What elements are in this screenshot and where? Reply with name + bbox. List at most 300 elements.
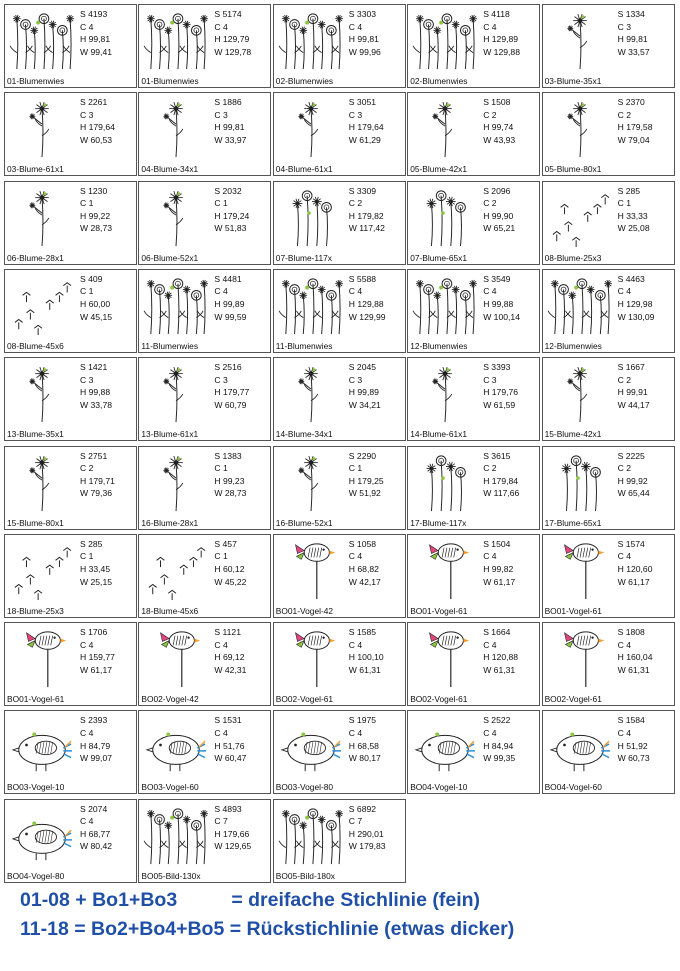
stat-h: H 179,66 xyxy=(214,828,250,839)
stitch-stats xyxy=(618,714,650,764)
stat-c: C 4 xyxy=(80,639,94,650)
stat-c: C 4 xyxy=(348,21,363,32)
stat-s: S 2370 xyxy=(617,97,645,108)
stat-h: H 179,77 xyxy=(214,387,250,398)
stat-h: H 99,81 xyxy=(80,34,111,45)
stat-w: W 99,96 xyxy=(348,46,381,57)
stitch-stats xyxy=(483,273,520,323)
stat-c: C 4 xyxy=(348,639,363,650)
stat-h: H 99,92 xyxy=(617,475,648,486)
stat-w: W 45,22 xyxy=(214,576,247,587)
stat-w: W 65,44 xyxy=(617,488,650,499)
flower-thumbnail xyxy=(546,9,614,71)
stitch-stats xyxy=(80,273,112,323)
stitch-stats xyxy=(80,538,112,588)
flower-thumbnail xyxy=(411,362,479,424)
stat-w: W 61,31 xyxy=(483,664,516,675)
design-tile[interactable] xyxy=(138,710,271,794)
design-tile[interactable] xyxy=(542,622,675,706)
design-tile[interactable] xyxy=(138,181,271,265)
design-tile[interactable] xyxy=(138,622,271,706)
stitch-stats xyxy=(349,273,386,323)
stat-h: H 99,88 xyxy=(80,387,111,398)
design-tile[interactable] xyxy=(4,446,137,530)
design-tile[interactable] xyxy=(138,92,271,176)
stat-h: H 69,12 xyxy=(214,652,245,663)
flower-thumbnail xyxy=(546,97,614,159)
meadow-thumbnail xyxy=(8,9,76,71)
seeds-thumbnail xyxy=(8,274,76,336)
design-tile[interactable] xyxy=(273,534,406,618)
stitch-stats xyxy=(349,538,381,588)
stat-s: S 1334 xyxy=(617,9,645,19)
design-tile[interactable] xyxy=(407,269,540,353)
design-tile[interactable] xyxy=(407,181,540,265)
stitch-stats xyxy=(483,626,518,676)
stat-h: H 99,81 xyxy=(214,122,245,133)
caption-line-1: 01-08 + Bo1+Bo3 = dreifache Stichlinie (fein) xyxy=(20,889,481,911)
stitch-stats xyxy=(80,450,115,500)
design-tile[interactable] xyxy=(407,534,540,618)
flower-thumbnail xyxy=(411,97,479,159)
stitch-stats xyxy=(214,538,246,588)
stat-w: W 129,88 xyxy=(483,46,520,57)
file-name: 13-Blume-61x1 xyxy=(141,429,199,440)
flower-thumbnail xyxy=(546,362,614,424)
stat-c: C 3 xyxy=(348,109,363,120)
stat-w: W 43,93 xyxy=(483,135,516,146)
stat-h: H 99,89 xyxy=(348,387,379,398)
design-tile[interactable] xyxy=(138,446,271,530)
birdstick-thumbnail xyxy=(8,627,76,689)
stat-c: C 1 xyxy=(214,463,228,474)
stat-c: C 2 xyxy=(617,374,631,385)
bird-thumbnail xyxy=(8,715,76,777)
stat-w: W 34,21 xyxy=(348,399,381,410)
design-tile[interactable] xyxy=(407,92,540,176)
stat-w: W 25,08 xyxy=(617,223,650,234)
stat-w: W 99,35 xyxy=(483,753,516,764)
stat-h: H 68,77 xyxy=(80,828,111,839)
stitch-stats xyxy=(618,8,650,58)
stat-c: C 2 xyxy=(617,463,631,474)
design-tile[interactable] xyxy=(407,622,540,706)
stat-h: H 129,98 xyxy=(617,299,653,310)
file-name: BO01-Vogel-42 xyxy=(275,605,334,616)
meadow-thumbnail xyxy=(277,274,345,336)
file-name: 04-Blume-61x1 xyxy=(275,164,333,175)
meadow-thumbnail xyxy=(142,274,210,336)
stitch-stats xyxy=(214,626,246,676)
flower-thumbnail xyxy=(142,362,210,424)
stat-w: W 80,17 xyxy=(348,753,381,764)
design-tile[interactable] xyxy=(4,92,137,176)
file-name: BO03-Vogel-10 xyxy=(7,782,65,793)
stitch-stats xyxy=(80,96,115,146)
file-name: 01-Blumenwies xyxy=(141,76,199,86)
stitch-stats xyxy=(618,626,653,676)
file-name: 05-Blume-42x1 xyxy=(410,164,467,175)
stat-c: C 3 xyxy=(617,21,631,32)
stat-w: W 61,17 xyxy=(483,576,516,587)
flower-thumbnail xyxy=(8,186,76,248)
stat-s: S 2522 xyxy=(483,715,511,726)
stat-h: H 84,94 xyxy=(483,740,514,751)
stat-w: W 51,83 xyxy=(214,223,247,234)
seeds-thumbnail xyxy=(546,186,614,248)
stat-c: C 4 xyxy=(348,551,363,562)
stat-s: S 1585 xyxy=(348,627,377,638)
design-tile[interactable] xyxy=(407,357,540,441)
stat-h: H 33,45 xyxy=(80,563,111,574)
stat-h: H 99,89 xyxy=(214,299,245,310)
design-tile[interactable] xyxy=(542,446,675,530)
stat-s: S 3549 xyxy=(483,273,511,284)
stat-w: W 61,17 xyxy=(80,664,113,675)
stat-s: S 4118 xyxy=(483,9,510,19)
stat-c: C 4 xyxy=(214,21,228,32)
stat-s: S 1706 xyxy=(80,627,108,638)
stat-s: S 1504 xyxy=(483,538,511,549)
stat-c: C 2 xyxy=(617,109,631,120)
bird-thumbnail xyxy=(546,715,614,777)
birdstick-thumbnail xyxy=(277,539,345,601)
stat-w: W 65,21 xyxy=(483,223,516,234)
stat-w: W 117,66 xyxy=(483,488,520,499)
design-tile[interactable] xyxy=(542,357,675,441)
stat-s: S 2393 xyxy=(80,715,108,726)
file-name: 08-Blume-25x3 xyxy=(544,252,602,263)
stat-c: C 7 xyxy=(348,816,363,827)
stitch-stats xyxy=(349,803,386,853)
stat-c: C 3 xyxy=(80,374,94,385)
stitch-stats xyxy=(618,361,650,411)
stat-w: W 60,47 xyxy=(214,753,247,764)
design-tile[interactable] xyxy=(4,534,137,618)
stat-h: H 129,88 xyxy=(348,299,384,310)
design-tile[interactable] xyxy=(273,710,406,794)
stitch-stats xyxy=(483,714,515,764)
stat-c: C 3 xyxy=(348,374,363,385)
file-name: BO02-Vogel-42 xyxy=(141,694,199,705)
file-name: 14-Blume-34x1 xyxy=(275,429,333,440)
stitch-stats xyxy=(349,8,381,58)
stat-w: W 42,31 xyxy=(214,664,247,675)
design-tile[interactable] xyxy=(542,92,675,176)
stat-h: H 60,00 xyxy=(80,299,111,310)
file-name: BO04-Vogel-60 xyxy=(544,782,602,793)
stat-c: C 4 xyxy=(348,286,363,297)
design-tile[interactable] xyxy=(138,357,271,441)
file-name: 11-Blumenwies xyxy=(275,340,333,351)
meadow-thumbnail xyxy=(411,274,479,336)
stat-c: C 3 xyxy=(483,374,497,385)
stat-h: H 68,58 xyxy=(348,740,379,751)
design-tile[interactable] xyxy=(4,799,137,883)
stat-w: W 80,42 xyxy=(80,841,113,852)
stitch-stats xyxy=(483,538,515,588)
file-name: 03-Blume-35x1 xyxy=(544,76,602,86)
stitch-stats xyxy=(349,361,381,411)
file-name: 14-Blume-61x1 xyxy=(410,429,467,440)
file-name: 01-Blumenwies xyxy=(7,76,65,86)
stat-h: H 179,84 xyxy=(483,475,519,486)
design-tile[interactable] xyxy=(542,181,675,265)
flower-thumbnail xyxy=(277,362,345,424)
design-tile[interactable] xyxy=(273,181,406,265)
bunch-thumbnail xyxy=(411,186,479,248)
stat-s: S 4481 xyxy=(214,273,242,284)
file-name: 03-Blume-61x1 xyxy=(7,164,64,175)
stat-s: S 2516 xyxy=(214,362,242,373)
meadow-thumbnail xyxy=(411,9,479,71)
stat-s: S 4893 xyxy=(214,803,242,814)
stat-h: H 51,92 xyxy=(617,740,648,751)
file-name: 04-Blume-34x1 xyxy=(141,164,199,175)
stat-s: S 2290 xyxy=(348,450,377,461)
design-tile[interactable] xyxy=(273,4,406,88)
stat-s: S 2032 xyxy=(214,185,242,196)
file-name: BO01-Vogel-61 xyxy=(7,694,65,705)
birdstick-thumbnail xyxy=(546,539,614,601)
design-tile[interactable] xyxy=(273,269,406,353)
design-tile[interactable] xyxy=(273,799,406,883)
stat-s: S 1531 xyxy=(214,715,242,726)
bunch-thumbnail xyxy=(411,451,479,513)
stat-s: S 3051 xyxy=(348,97,377,108)
design-tile[interactable] xyxy=(542,269,675,353)
stat-c: C 1 xyxy=(80,551,94,562)
stat-c: C 4 xyxy=(483,639,497,650)
stat-w: W 179,83 xyxy=(348,841,386,852)
stat-c: C 2 xyxy=(348,198,363,209)
file-name: BO03-Vogel-60 xyxy=(141,782,199,793)
stitch-stats xyxy=(349,714,381,764)
design-tile[interactable] xyxy=(138,4,271,88)
stat-s: S 2074 xyxy=(80,803,108,814)
file-name: BO02-Vogel-61 xyxy=(410,694,468,705)
stat-w: W 79,36 xyxy=(80,488,113,499)
stat-w: W 61,17 xyxy=(617,576,650,587)
stat-s: S 1808 xyxy=(617,627,645,638)
stitch-stats xyxy=(618,450,650,500)
file-name: BO03-Vogel-80 xyxy=(275,782,334,793)
stitch-stats xyxy=(483,361,518,411)
file-name: BO05-Bild-180x xyxy=(275,870,335,881)
stitch-stats xyxy=(483,185,515,235)
stat-c: C 4 xyxy=(80,727,94,738)
meadow-thumbnail xyxy=(546,274,614,336)
stat-c: C 4 xyxy=(483,727,497,738)
stat-h: H 99,81 xyxy=(617,34,648,45)
stat-s: S 3303 xyxy=(348,9,377,19)
stat-s: S 3393 xyxy=(483,362,511,373)
design-tile[interactable] xyxy=(407,4,540,88)
stat-c: C 1 xyxy=(80,286,94,297)
file-name: 12-Blumenwies xyxy=(410,340,468,351)
caption-line-2: 11-18 = Bo2+Bo4+Bo5 = Rückstichlinie (etwas dicker) xyxy=(20,918,515,940)
stat-w: W 129,78 xyxy=(214,46,252,57)
stat-h: H 68,82 xyxy=(348,563,379,574)
stat-s: S 6892 xyxy=(348,803,377,814)
stitch-stats xyxy=(214,803,251,853)
meadow-thumbnail xyxy=(142,804,210,866)
stat-w: W 99,59 xyxy=(214,311,247,322)
stat-w: W 45,15 xyxy=(80,311,113,322)
birdstick-thumbnail xyxy=(411,627,479,689)
stat-h: H 99,74 xyxy=(483,122,514,133)
birdstick-thumbnail xyxy=(411,539,479,601)
stat-w: W 79,04 xyxy=(617,135,650,146)
stat-w: W 61,59 xyxy=(483,399,516,410)
design-tile[interactable] xyxy=(542,710,675,794)
stat-s: S 1664 xyxy=(483,627,511,638)
file-name: BO01-Vogel-61 xyxy=(410,605,468,616)
file-name: 13-Blume-35x1 xyxy=(7,429,64,440)
stat-c: C 2 xyxy=(483,198,497,209)
stat-w: W 25,15 xyxy=(80,576,113,587)
design-tile[interactable] xyxy=(138,269,271,353)
file-name: BO04-Vogel-80 xyxy=(7,870,65,881)
file-name: 07-Blume-65x1 xyxy=(410,252,467,263)
stat-h: H 160,04 xyxy=(617,652,653,663)
stat-c: C 3 xyxy=(214,109,228,120)
stitch-stats xyxy=(80,803,112,853)
stat-w: W 33,97 xyxy=(214,135,247,146)
stat-w: W 60,73 xyxy=(617,753,650,764)
stitch-stats xyxy=(618,96,653,146)
stat-w: W 99,41 xyxy=(80,46,113,57)
stat-s: S 1230 xyxy=(80,185,108,196)
stitch-stats xyxy=(214,714,246,764)
stat-h: H 179,76 xyxy=(483,387,519,398)
stat-h: H 99,90 xyxy=(483,210,514,221)
stat-w: W 33,57 xyxy=(617,46,650,57)
stat-h: H 99,23 xyxy=(214,475,245,486)
design-tile[interactable] xyxy=(4,4,137,88)
meadow-thumbnail xyxy=(142,9,210,71)
design-tile[interactable] xyxy=(542,4,675,88)
stat-w: W 129,65 xyxy=(214,841,252,852)
design-tile[interactable] xyxy=(542,534,675,618)
design-tile[interactable] xyxy=(407,710,540,794)
file-name: 17-Blume-65x1 xyxy=(544,517,602,528)
birdstick-thumbnail xyxy=(277,627,345,689)
stitch-stats xyxy=(618,185,650,235)
design-tile[interactable] xyxy=(4,357,137,441)
stat-s: S 285 xyxy=(617,185,641,196)
design-tile[interactable] xyxy=(273,92,406,176)
stat-h: H 179,58 xyxy=(617,122,653,133)
stat-s: S 409 xyxy=(80,273,103,284)
stat-h: H 179,71 xyxy=(80,475,115,486)
stat-w: W 51,92 xyxy=(348,488,381,499)
stat-c: C 1 xyxy=(214,551,228,562)
design-tile[interactable] xyxy=(407,446,540,530)
stitch-stats xyxy=(80,8,112,58)
stitch-stats xyxy=(80,714,112,764)
bird-thumbnail xyxy=(277,715,345,777)
stat-h: H 84,79 xyxy=(80,740,111,751)
stitch-stats xyxy=(214,96,246,146)
stat-c: C 1 xyxy=(617,198,631,209)
stitch-stats xyxy=(80,361,112,411)
stat-h: H 99,22 xyxy=(80,210,111,221)
stat-w: W 44,17 xyxy=(617,399,650,410)
bird-thumbnail xyxy=(142,715,210,777)
meadow-thumbnail xyxy=(277,9,345,71)
stat-c: C 4 xyxy=(617,551,631,562)
design-tile[interactable] xyxy=(138,799,271,883)
bunch-thumbnail xyxy=(546,451,614,513)
stat-c: C 4 xyxy=(80,21,94,32)
file-name: BO02-Vogel-61 xyxy=(544,694,602,705)
file-name: BO05-Bild-130x xyxy=(141,870,201,881)
stitch-stats xyxy=(214,450,246,500)
stitch-stats xyxy=(618,273,655,323)
flower-thumbnail xyxy=(142,451,210,513)
stat-s: S 2096 xyxy=(483,185,511,196)
stat-h: H 129,79 xyxy=(214,34,250,45)
design-tile[interactable] xyxy=(273,446,406,530)
design-tile[interactable] xyxy=(4,181,137,265)
caption xyxy=(20,886,514,944)
stat-s: S 1508 xyxy=(483,97,511,108)
stat-s: S 457 xyxy=(214,538,237,549)
stat-c: C 4 xyxy=(80,816,94,827)
birdstick-thumbnail xyxy=(142,627,210,689)
stat-c: C 7 xyxy=(214,816,228,827)
stat-s: S 285 xyxy=(80,538,103,549)
file-name: 16-Blume-52x1 xyxy=(275,517,333,528)
design-tile[interactable] xyxy=(273,357,406,441)
design-tile[interactable] xyxy=(138,534,271,618)
stat-h: H 290,01 xyxy=(348,828,384,839)
stat-w: W 100,14 xyxy=(483,311,520,322)
design-tile[interactable] xyxy=(273,622,406,706)
stat-w: W 61,31 xyxy=(617,664,650,675)
stat-w: W 130,09 xyxy=(617,311,655,322)
file-name: 18-Blume-25x3 xyxy=(7,605,64,616)
stat-c: C 4 xyxy=(483,286,497,297)
stitch-stats xyxy=(349,450,384,500)
design-tile[interactable] xyxy=(4,269,137,353)
stat-s: S 1383 xyxy=(214,450,242,461)
stat-w: W 28,73 xyxy=(214,488,247,499)
stat-h: H 179,64 xyxy=(348,122,384,133)
file-name: 17-Blume-117x xyxy=(410,517,467,528)
stat-s: S 3309 xyxy=(348,185,377,196)
stat-w: W 129,99 xyxy=(348,311,386,322)
stat-s: S 2225 xyxy=(617,450,645,461)
stitch-stats xyxy=(483,96,515,146)
file-name: 07-Blume-117x xyxy=(275,252,332,263)
bunch-thumbnail xyxy=(277,186,345,248)
stitch-stats xyxy=(80,185,112,235)
stat-c: C 1 xyxy=(80,198,94,209)
stat-w: W 99,07 xyxy=(80,753,113,764)
file-name: 11-Blumenwies xyxy=(141,340,199,351)
stat-c: C 4 xyxy=(483,551,497,562)
flower-thumbnail xyxy=(8,451,76,513)
stat-s: S 2751 xyxy=(80,450,108,461)
design-tile[interactable] xyxy=(4,710,137,794)
stat-h: H 99,88 xyxy=(483,299,514,310)
design-tile[interactable] xyxy=(4,622,137,706)
stat-s: S 1121 xyxy=(214,627,241,638)
stat-h: H 99,82 xyxy=(483,563,514,574)
stat-h: H 100,10 xyxy=(348,652,384,663)
